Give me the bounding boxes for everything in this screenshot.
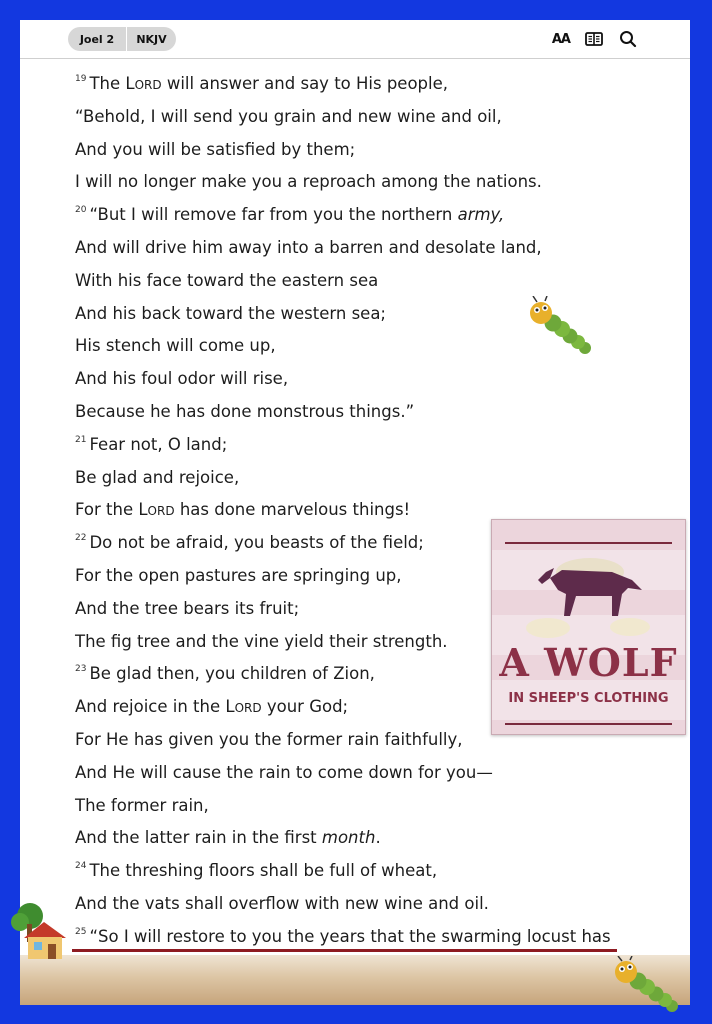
verse-text: “But I will remove far from you the northern	[89, 205, 458, 225]
verse-line	[75, 790, 635, 823]
verse-line	[75, 888, 635, 921]
verse-line	[75, 363, 635, 396]
verse-line	[75, 166, 635, 199]
chapter-version-selector	[68, 27, 176, 51]
text-size-icon[interactable]: AA	[551, 31, 570, 47]
version-button[interactable]: NKJV	[136, 32, 167, 46]
verse-text: month	[321, 828, 376, 848]
sheep-icon	[522, 612, 662, 642]
verse-text: your God;	[261, 697, 349, 717]
verse-text: And his back toward the western sea;	[75, 303, 386, 323]
verse-line	[75, 101, 635, 134]
verse-text: Lord	[138, 500, 175, 520]
verse-line	[75, 462, 635, 495]
verse-number[interactable]: 23	[75, 664, 87, 675]
verse-text: For He has given you the former rain faithfully,	[75, 729, 463, 749]
verse-text: His stench will come up,	[75, 336, 276, 356]
reader-icon[interactable]	[584, 29, 604, 49]
verse-text: “So I will restore to you the years that the swarming locust has	[89, 926, 611, 946]
chapter-button[interactable]: Joel 2	[79, 32, 115, 46]
verse-text: Lord	[225, 697, 262, 717]
verse-text: Do not be afraid, you beasts of the field;	[89, 533, 424, 553]
reader-toolbar	[20, 20, 690, 59]
house-icon	[8, 902, 70, 962]
verse-line	[75, 134, 635, 167]
verse-text: I will no longer make you a reproach among the nations.	[75, 172, 542, 192]
verse-text: Because he has done monstrous things.”	[75, 401, 415, 421]
caterpillar-icon	[610, 956, 680, 1014]
verse-text: And you will be satisfied by them;	[75, 139, 356, 159]
verse-number[interactable]: 20	[75, 205, 87, 216]
verse-line	[75, 396, 635, 429]
verse-line	[75, 68, 635, 101]
verse-text: The former rain,	[75, 795, 209, 815]
verse-text: And rejoice in the	[75, 697, 226, 717]
verse-text: Be glad and rejoice,	[75, 467, 240, 487]
verse-text: army,	[457, 205, 505, 225]
bottom-divider	[72, 949, 617, 952]
verse-line	[75, 199, 635, 232]
verse-number[interactable]: 22	[75, 533, 87, 544]
search-icon[interactable]	[618, 29, 638, 49]
verse-number[interactable]: 21	[75, 434, 87, 445]
verse-text: “Behold, I will send you grain and new wine and oil,	[75, 106, 502, 126]
verse-text: .	[375, 828, 381, 848]
verse-text: The	[89, 74, 126, 93]
image-title: A WOLF	[499, 640, 678, 685]
bible-page	[20, 20, 690, 1005]
verse-text: With his face toward the eastern sea	[75, 270, 379, 290]
verse-text: The threshing floors shall be full of wheat,	[89, 861, 438, 881]
verse-number[interactable]: 24	[75, 861, 87, 872]
toolbar-actions	[552, 29, 638, 49]
verse-line	[75, 232, 635, 265]
verse-line	[75, 429, 635, 462]
verse-text: has done marvelous things!	[174, 500, 411, 520]
verse-number[interactable]: 25	[75, 926, 87, 937]
verse-text: will answer and say to His people,	[161, 74, 449, 93]
caterpillar-icon	[525, 296, 591, 356]
verse-text: For the open pastures are springing up,	[75, 565, 402, 585]
verse-line	[75, 822, 635, 855]
verse-text: Be glad then, you children of Zion,	[89, 664, 375, 684]
wolf-icon	[532, 550, 652, 620]
verse-text: For the	[75, 500, 139, 520]
verse-number[interactable]: 19	[75, 74, 87, 84]
verse-text: Lord	[125, 74, 162, 93]
verse-text: The fig tree and the vine yield their strength.	[75, 631, 448, 651]
image-subtitle: IN SHEEP'S CLOTHING	[508, 691, 669, 706]
verse-line	[75, 265, 635, 298]
verse-text: And the latter rain in the first	[75, 828, 322, 848]
verse-text: And will drive him away into a barren and desolate land,	[75, 237, 542, 257]
verse-text: And the vats shall overflow with new wine and oil.	[75, 893, 489, 913]
wolf-in-sheeps-clothing-image	[491, 519, 686, 735]
verse-text: And He will cause the rain to come down for you—	[75, 762, 493, 782]
verse-line	[75, 757, 635, 790]
verse-text: Fear not, O land;	[89, 434, 228, 454]
verse-text: And the tree bears its fruit;	[75, 598, 300, 618]
wheat-footer-image	[20, 955, 690, 1005]
verse-line	[75, 855, 635, 888]
scripture-text	[75, 68, 635, 954]
verse-text: And his foul odor will rise,	[75, 369, 289, 389]
